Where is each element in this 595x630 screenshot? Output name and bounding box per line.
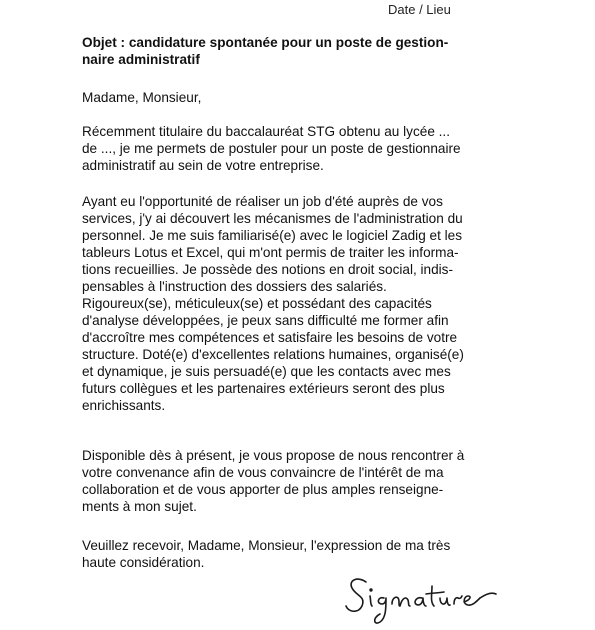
subject-text: Objet : candidature spontanée pour un poste de gestion- naire administratif xyxy=(82,35,449,67)
letter-subject xyxy=(82,34,522,68)
paragraph-availability: Disponible dès à présent, je vous propose de nous rencontrer à votre convenance afin de vous convaincre de l'intérêt de ma collaboration et de vous apporter de plus amples renseigne- ments à mon sujet. xyxy=(82,448,465,514)
paragraph-intro: Récemment titulaire du baccalauréat STG obtenu au lycée ... de ..., je me permets de postuler pour un poste de gestionnaire administratif au sein de votre entreprise. xyxy=(82,124,461,173)
paragraph-closing: Veuillez recevoir, Madame, Monsieur, l'expression de ma très haute considération. xyxy=(82,538,451,570)
date-place: Date / Lieu xyxy=(388,2,451,17)
signature-drawing xyxy=(340,568,500,630)
paragraph-experience: Ayant eu l'opportunité de réaliser un job d'été auprès de vos services, j'y ai découvert les mécanismes de l'administration du personnel. Je me suis familiarisé(e) avec le logiciel Zadig et les tableurs Lotus et Excel, qui m'ont permis de traiter les informa- tions recueillies. Je possède des notions en droit social, indis- pensables à l'instruction des dossiers des salariés. Rigoureux(se), méticuleux(se) et possédant des capacités d'analyse développées, je peux sans difficulté me former afin d'accroître mes compétences et satisfaire les besoins de votre structure. Doté(e) d'excellentes relations humaines, organisé(e) et dynamique, je suis persuadé(e) que les contacts avec mes futurs collègues et les partenaires extérieurs seront des plus enrichissants. xyxy=(82,194,464,413)
handwritten-signature xyxy=(340,568,500,630)
salutation: Madame, Monsieur, xyxy=(82,90,202,105)
